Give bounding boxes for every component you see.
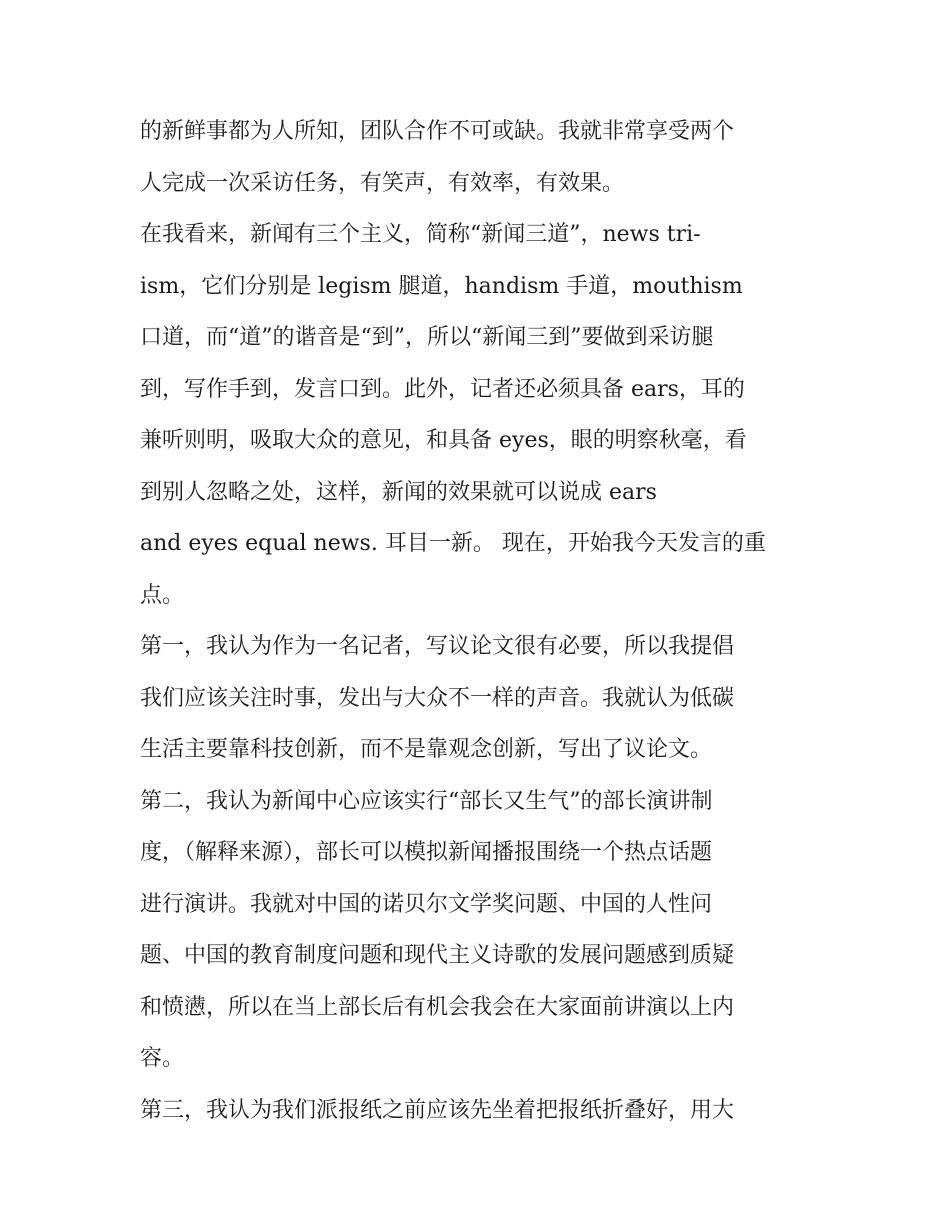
text-line: 到，写作手到，发言口到。此外，记者还必须具备 ears，耳的	[140, 376, 745, 402]
document-body	[140, 106, 820, 1136]
text-line: and eyes equal news. 耳目一新。 现在，开始我今天发言的重	[140, 531, 766, 556]
text-line: 第一，我认为作为一名记者，写议论文很有必要，所以我提倡	[140, 634, 735, 659]
text-line: 度，（解释来源），部长可以模拟新闻播报围绕一个热点话题	[140, 840, 713, 865]
text-line: 人完成一次采访任务，有笑声，有效率，有效果。	[140, 170, 625, 196]
text-line: 第三，我认为我们派报纸之前应该先坐着把报纸折叠好，用大	[140, 1097, 735, 1123]
text-line: 第二，我认为新闻中心应该实行“部长又生气”的部长演讲制	[140, 788, 713, 814]
text-line: 生活主要靠科技创新，而不是靠观念创新，写出了议论文。	[140, 737, 713, 762]
text-line: 兼听则明，吸取大众的意见，和具备 eyes，眼的明察秋毫，看	[140, 428, 747, 453]
text-line: 进行演讲。我就对中国的诺贝尔文学奖问题、中国的人性问	[140, 891, 713, 917]
text-line: 口道，而“道”的谐音是“到”，所以“新闻三到”要做到采访腿	[140, 325, 714, 350]
text-line: 点。	[140, 582, 185, 608]
text-line: 的新鲜事都为人所知，团队合作不可或缺。我就非常享受两个	[140, 119, 735, 144]
text-line: 题、中国的教育制度问题和现代主义诗歌的发展问题感到质疑	[140, 943, 735, 968]
text-line: 到别人忽略之处，这样，新闻的效果就可以说成 ears	[140, 479, 657, 505]
text-line: 在我看来，新闻有三个主义，简称“新闻三道”，news tri-	[140, 222, 701, 247]
text-line: ism，它们分别是 legism 腿道，handism 手道，mouthism	[140, 273, 743, 299]
text-line: 容。	[140, 1046, 185, 1071]
text-line: 我们应该关注时事，发出与大众不一样的声音。我就认为低碳	[140, 685, 735, 711]
text-line: 和愤懑，所以在当上部长后有机会我会在大家面前讲演以上内	[140, 994, 735, 1020]
